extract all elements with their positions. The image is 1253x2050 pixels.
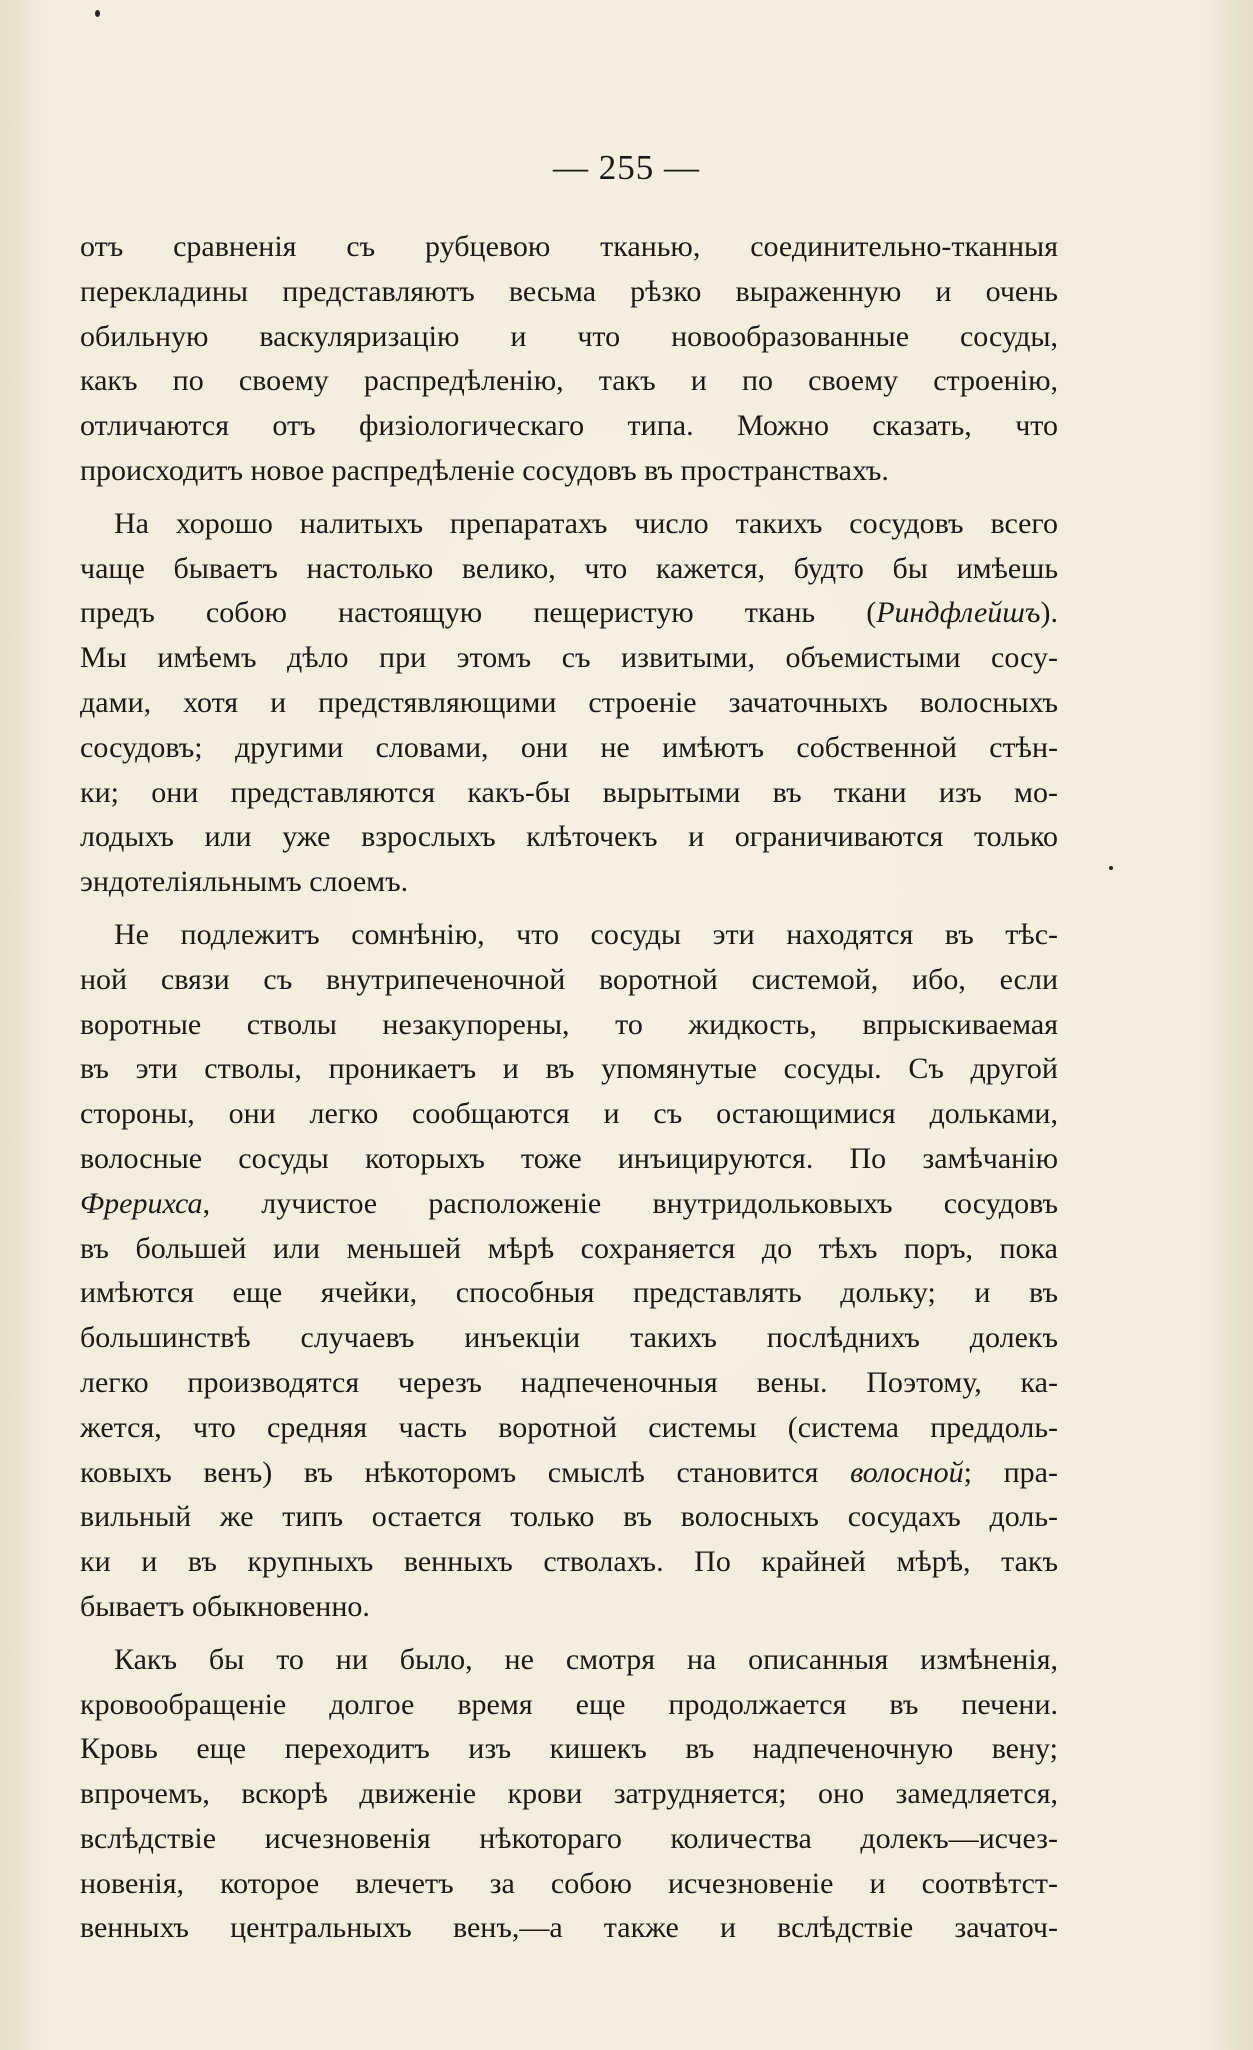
italic-name: волосной [850,1455,964,1489]
line-text: волосные сосуды которыхъ тоже инъицируются. По замѣчанію [80,1141,1058,1175]
italic-name: Риндфлейшъ [876,596,1041,630]
line-text: въ большей или меньшей мѣрѣ сохраняется до тѣхъ поръ, пока [80,1231,1058,1265]
line-text: Какъ бы то ни было, не смотря на описанныя измѣненія, [114,1642,1058,1676]
text-line [80,502,1058,547]
italic-name: Фрерихса [80,1186,203,1220]
line-text: воротные стволы незакупорены, то жидкость, впрыскиваемая [80,1007,1058,1041]
ink-speck [95,10,100,17]
text-line [80,1772,1058,1817]
text-line [80,270,1058,315]
text-line [80,1227,1058,1272]
text-line [80,1906,1058,1951]
text-line [80,726,1058,771]
text-line [80,359,1058,404]
line-text: впрочемъ, вскорѣ движеніе крови затрудняется; оно замедляется, [80,1777,1058,1811]
text-line [80,1316,1058,1361]
text-line [80,449,1058,494]
line-text: дами, хотя и предстявляющими строеніе зачаточныхъ волосныхъ [80,685,1058,719]
line-text: въ эти стволы, проникаетъ и въ упомянутые сосуды. Съ другой [80,1052,1058,1086]
text-line [80,1003,1058,1048]
line-text: отличаются отъ физіологическаго типа. Можно сказать, что [80,409,1058,443]
text-line [80,1137,1058,1182]
text-line [80,1817,1058,1862]
line-text: большинствѣ случаевъ инъекціи такихъ послѣднихъ долекъ [80,1321,1058,1355]
text-line [80,1683,1058,1728]
line-text: перекладины представляютъ весьма рѣзко выраженную и очень [80,274,1058,308]
text-line [80,315,1058,360]
line-text: лодыхъ или уже взрослыхъ клѣточекъ и ограничиваются только [80,820,1058,854]
line-text: вслѣдствіе исчезновенія нѣкотораго количества долекъ—исчез- [80,1821,1058,1855]
ink-speck [1109,866,1113,870]
line-text: ). [1040,596,1058,630]
text-line [80,1271,1058,1316]
body-text [80,225,1058,1951]
line-text: жется, что средняя часть воротной системы (система преддоль- [80,1410,1058,1444]
line-text: чаще бываетъ настолько велико, что кажется, будто бы имѣешь [80,551,1058,585]
line-text: стороны, они легко сообщаются и съ остающимися дольками, [80,1097,1058,1131]
text-line [80,1092,1058,1137]
line-text: ковыхъ венъ) въ нѣкоторомъ смыслѣ становится [80,1455,851,1489]
line-text: , лучистое расположеніе внутридольковыхъ сосудовъ [202,1186,1058,1220]
text-line [80,958,1058,1003]
text-line [80,1540,1058,1585]
line-text: Кровь еще переходитъ изъ кишекъ въ надпеченочную вену; [80,1732,1058,1766]
text-line [80,636,1058,681]
text-line [80,1406,1058,1451]
text-line [80,815,1058,860]
paragraph [80,1638,1058,1952]
line-text: Не подлежитъ сомнѣнію, что сосуды эти находятся въ тѣс- [114,917,1058,951]
text-line [80,1638,1058,1683]
line-text: ки; они представляются какъ-бы вырытыми въ ткани изъ мо- [80,775,1058,809]
line-text: предъ собою настоящую пещеристую ткань ( [80,596,877,630]
line-text: На хорошо налитыхъ препаратахъ число такихъ сосудовъ всего [114,506,1058,540]
line-text: отъ сравненія съ рубцевою тканью, соединительно-тканныя [80,230,1058,263]
line-text: ной связи съ внутрипеченочной воротной системой, ибо, если [80,962,1058,996]
text-line [80,404,1058,449]
text-line [80,1585,1058,1630]
text-line [80,771,1058,816]
text-line [80,1361,1058,1406]
line-text: ; пра- [963,1455,1058,1489]
line-text: Мы имѣемъ дѣло при этомъ съ извитыми, объемистыми сосу- [80,641,1058,675]
text-line [80,1727,1058,1772]
line-text: сосудовъ; другими словами, они не имѣютъ собственной стѣн- [80,730,1058,764]
text-line [80,913,1058,958]
line-text: ки и въ крупныхъ венныхъ стволахъ. По крайней мѣрѣ, такъ [80,1545,1058,1579]
paragraph [80,225,1058,494]
text-line [80,225,1058,270]
text-line [80,1182,1058,1227]
text-line [80,681,1058,726]
line-text: бываетъ обыкновенно. [80,1589,370,1623]
text-line [80,547,1058,592]
line-text: имѣются еще ячейки, способныя представлять дольку; и въ [80,1276,1058,1310]
text-line [80,1047,1058,1092]
page-number: — 255 — [553,148,700,187]
text-line [80,1451,1058,1496]
line-text: новенія, которое влечетъ за собою исчезновеніе и соотвѣтст- [80,1866,1058,1900]
paragraph [80,913,1058,1630]
line-text: венныхъ центральныхъ венъ,—а также и вслѣдствіе зачаточ- [80,1911,1058,1945]
text-line [80,860,1058,905]
line-text: происходитъ новое распредѣленіе сосудовъ въ пространствахъ. [80,453,889,487]
paragraph [80,502,1058,905]
line-text: какъ по своему распредѣленію, такъ и по своему строенію, [80,364,1058,398]
text-line [80,1495,1058,1540]
text-line [80,1862,1058,1907]
line-text: кровообращеніе долгое время еще продолжается въ печени. [80,1687,1058,1721]
line-text: эндотеліяльнымъ слоемъ. [80,865,409,899]
line-text: легко производятся черезъ надпеченочныя вены. Поэтому, ка- [80,1365,1058,1399]
line-text: вильный же типъ остается только въ волосныхъ сосудахъ доль- [80,1500,1058,1534]
text-line [80,591,1058,636]
line-text: обильную васкуляризацію и что новообразованные сосуды, [80,319,1058,353]
